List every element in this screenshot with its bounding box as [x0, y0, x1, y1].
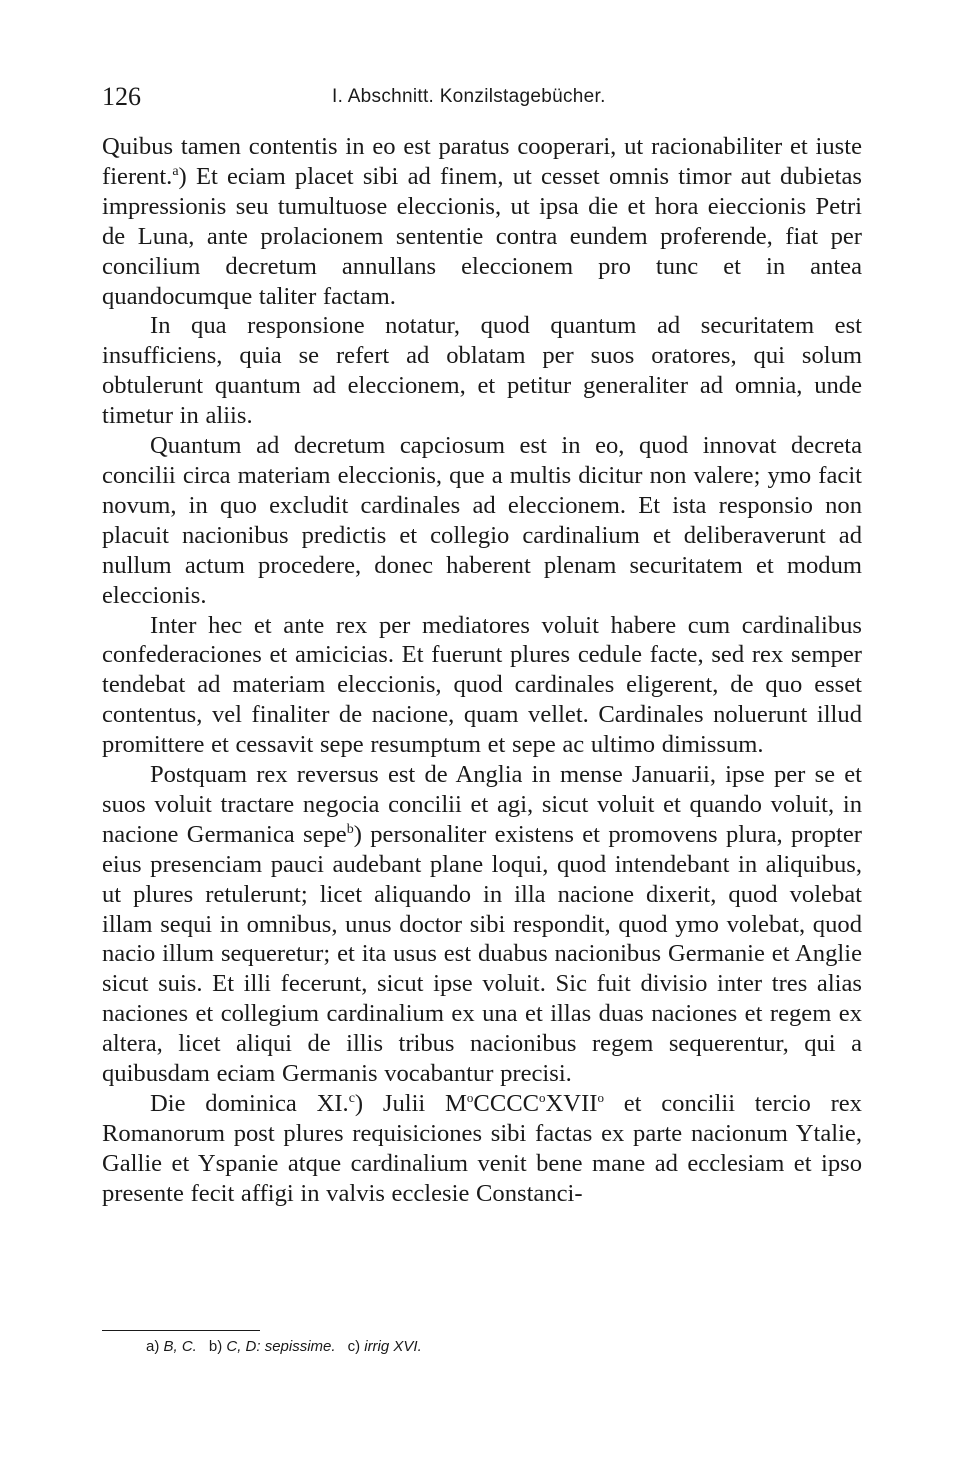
text-run: ) Et eciam placet sibi ad finem, ut cesset omnis timor aut dubietas impressionis seu tumultuose eleccionis, ut ipsa die et hora eieccionis Petri de Luna, ante prolacionem sententie contra eundem proferende, fiat per concilium decretum annullans eleccionem pro tunc et in antea quandocumque taliter factam.: [102, 162, 862, 310]
paragraph: [102, 431, 862, 610]
footnote-text: C, D: sepissime.: [222, 1338, 336, 1355]
text-run: In qua responsione notatur, quod quantum ad securitatem est insufficiens, quia se refert ad oblatam per suos oratores, qui solum obtulerunt quantum ad eleccionem, et petitur generaliter ad omnia, unde timetur in aliis.: [102, 312, 862, 430]
footnote-text: irrig XVI.: [360, 1338, 422, 1355]
paragraph: [102, 1089, 862, 1209]
text-run: XVII: [545, 1090, 598, 1117]
superscript: o: [539, 1090, 546, 1105]
footnote-divider: [102, 1330, 260, 1331]
footnote-label: c): [347, 1338, 361, 1355]
footnote-reference: b: [346, 821, 354, 837]
text-run: et concilii tercio rex Romanorum post plures requisiciones sibi factas ex parte nacionum Ytalie, Gallie et Yspanie atque cardinalium venit bene mane ad ecclesiam et ipso presente fecit affigi in valvis ecclesie Constanci-: [102, 1090, 862, 1207]
paragraph: [102, 611, 862, 761]
text-run: ) personaliter existens et promovens plura, propter eius presenciam pauci audebant plane loqui, quod intendebant in aliquibus, ut plures retulerunt; licet aliquando in illa nacione dixerit, quod volebat illam sequi in omnibus, unus doctor sibi respondit, quod ymo volebat, quod nacio illum sequeretur; et ita usus est duabus nacionibus Germanie et Anglie sicut suis. Et illi fecerunt, sicut ipse voluit. Sic fuit divisio inter tres alias naciones et collegium cardinalium ex una et illas duas naciones et regem ex altera, licet aliqui de illis tribus nacionibus regem sequerentur, qui a quibusdam eciam Germanis vocabantur precisi.: [102, 820, 862, 1088]
footnotes: [146, 1338, 434, 1355]
footnote-label: b): [208, 1338, 223, 1355]
body-text: [102, 132, 862, 1209]
superscript: o: [466, 1090, 474, 1105]
footnote: [209, 1338, 336, 1355]
text-run: ) Julii M: [354, 1090, 467, 1117]
superscript: o: [597, 1090, 604, 1105]
footnote-label: a): [146, 1338, 160, 1355]
footnote-text: B, C.: [159, 1338, 197, 1355]
footnote-reference: c: [348, 1091, 355, 1106]
page-header: [102, 82, 862, 122]
page-number: 126: [102, 82, 141, 111]
text-run: Quibus tamen contentis in eo est paratus cooperari, ut racionabiliter et iuste fierent.: [102, 133, 862, 190]
paragraph: [102, 760, 862, 1089]
paragraph: [102, 132, 862, 311]
text-run: Quantum ad decretum capciosum est in eo, quod innovat decreta concilii circa materiam eleccionis, que a multis dicitur non valere; ymo facit novum, in quo excludit cardinales ad eleccionem. Et ista responsio non placuit nacionibus predictis et collegio cardinalium et deliberaverunt ad nullum actum procedere, donec haberent plenam securitatem et modum eleccionis.: [102, 432, 862, 609]
paragraph: [102, 311, 862, 431]
text-run: Die dominica XI.: [150, 1090, 349, 1117]
footnote-reference: a: [172, 163, 179, 179]
text-run: CCCC: [473, 1090, 540, 1117]
footnote: [348, 1338, 422, 1355]
footnote: [146, 1338, 197, 1355]
text-run: Inter hec et ante rex per mediatores voluit habere cum cardinalibus confederaciones et amicicias. Et fuerunt plures cedule facte, sed rex semper tendebat ad materiam eleccionis, quod cardinales eligerent, de quo esset contentus, vel finaliter de nacione, quam vellet. Cardinales noluerunt illud promittere et cessavit sepe resumptum et sepe ac ultimo dimissum.: [102, 611, 862, 759]
running-head: I. Abschnitt. Konzilstagebücher.: [332, 86, 606, 107]
text-run: Postquam rex reversus est de Anglia in mense Januarii, ipse per se et suos voluit tractare negocia concilii et agi, sicut voluit et quando voluit, in nacione Germanica sepe: [102, 761, 862, 848]
